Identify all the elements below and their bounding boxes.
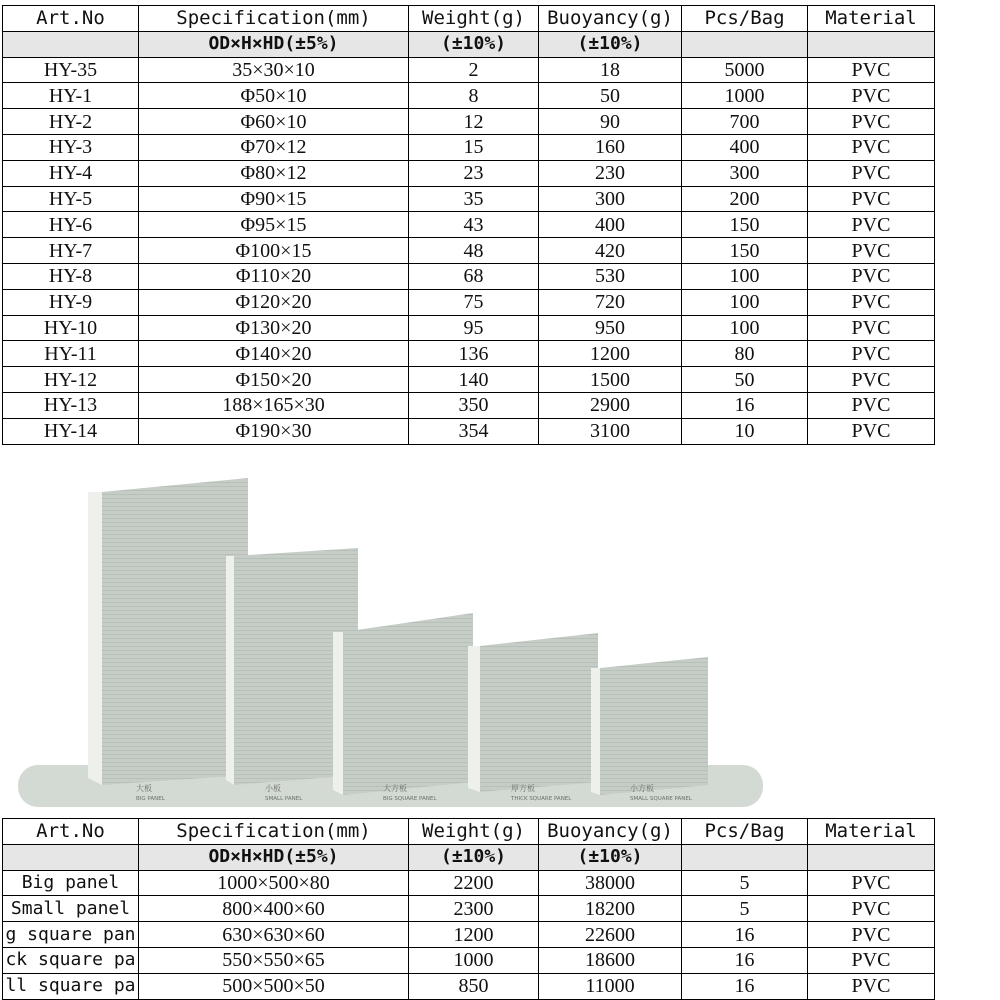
table-row — [3, 263, 935, 289]
cell-material: PVC — [808, 973, 935, 999]
cell-art-no: ll square pa — [3, 973, 139, 999]
table-row — [3, 57, 935, 83]
cell-specification: Φ150×20 — [139, 367, 409, 393]
cell-art-no: ck square pa — [3, 947, 139, 973]
table-row — [3, 83, 935, 109]
thick-square-panel-board — [468, 633, 598, 792]
cell-specification: Φ120×20 — [139, 289, 409, 315]
header-buoyancy: Buoyancy(g) — [539, 6, 682, 32]
subheader-buoyancy-tolerance: (±10%) — [539, 844, 682, 870]
small-square-panel-board — [591, 657, 708, 795]
header-pcs-bag: Pcs/Bag — [682, 6, 808, 32]
cell-material: PVC — [808, 922, 935, 948]
cell-buoyancy: 18200 — [539, 896, 682, 922]
cell-material: PVC — [808, 289, 935, 315]
cell-buoyancy: 1200 — [539, 341, 682, 367]
cell-material: PVC — [808, 238, 935, 264]
cell-material: PVC — [808, 134, 935, 160]
cell-art-no: HY-12 — [3, 367, 139, 393]
header-specification: Specification(mm) — [139, 6, 409, 32]
cell-material: PVC — [808, 870, 935, 896]
cell-material: PVC — [808, 83, 935, 109]
cell-buoyancy: 420 — [539, 238, 682, 264]
cell-buoyancy: 300 — [539, 186, 682, 212]
cell-art-no: HY-5 — [3, 186, 139, 212]
cell-buoyancy: 400 — [539, 212, 682, 238]
cell-weight: 15 — [409, 134, 539, 160]
cell-pcs-bag: 100 — [682, 263, 808, 289]
header-material: Material — [808, 819, 935, 845]
header-pcs-bag: Pcs/Bag — [682, 819, 808, 845]
cell-weight: 850 — [409, 973, 539, 999]
cell-pcs-bag: 5 — [682, 896, 808, 922]
cell-material: PVC — [808, 160, 935, 186]
cell-specification: Φ50×10 — [139, 83, 409, 109]
cell-art-no: HY-4 — [3, 160, 139, 186]
cell-weight: 12 — [409, 109, 539, 135]
cell-specification: Φ130×20 — [139, 315, 409, 341]
cell-specification: Φ60×10 — [139, 109, 409, 135]
cell-pcs-bag: 5 — [682, 870, 808, 896]
cell-weight: 95 — [409, 315, 539, 341]
cell-specification: Φ110×20 — [139, 263, 409, 289]
cell-art-no: Small panel — [3, 896, 139, 922]
table-row — [3, 160, 935, 186]
cell-pcs-bag: 200 — [682, 186, 808, 212]
cell-material: PVC — [808, 341, 935, 367]
panel-label-en: THICK SQUARE PANEL — [511, 796, 572, 802]
panel-label-en: SMALL SQUARE PANEL — [630, 796, 692, 802]
foam-panels-photo — [8, 470, 778, 815]
cell-material: PVC — [808, 392, 935, 418]
cell-weight: 43 — [409, 212, 539, 238]
cell-material: PVC — [808, 418, 935, 444]
cell-buoyancy: 230 — [539, 160, 682, 186]
table-subheader-row — [3, 31, 935, 57]
table-row — [3, 367, 935, 393]
cell-buoyancy: 160 — [539, 134, 682, 160]
subheader-blank — [808, 844, 935, 870]
cell-pcs-bag: 400 — [682, 134, 808, 160]
cell-art-no: HY-13 — [3, 392, 139, 418]
subheader-blank — [808, 31, 935, 57]
cell-specification: 35×30×10 — [139, 57, 409, 83]
cell-art-no: HY-3 — [3, 134, 139, 160]
cell-specification: 630×630×60 — [139, 922, 409, 948]
big-square-panel-board — [333, 613, 473, 795]
cell-weight: 1200 — [409, 922, 539, 948]
cell-material: PVC — [808, 109, 935, 135]
table-header-row — [3, 6, 935, 32]
cell-art-no: HY-10 — [3, 315, 139, 341]
table-row — [3, 341, 935, 367]
cell-buoyancy: 720 — [539, 289, 682, 315]
cell-material: PVC — [808, 263, 935, 289]
cell-specification: 550×550×65 — [139, 947, 409, 973]
cell-pcs-bag: 50 — [682, 367, 808, 393]
cell-pcs-bag: 16 — [682, 922, 808, 948]
panel-label-zh: 大板 — [136, 784, 152, 793]
cell-weight: 8 — [409, 83, 539, 109]
cell-art-no: HY-35 — [3, 57, 139, 83]
cell-weight: 68 — [409, 263, 539, 289]
cell-weight: 2 — [409, 57, 539, 83]
panel-label-en: BIG SQUARE PANEL — [383, 796, 437, 802]
table-header-row — [3, 819, 935, 845]
table-row — [3, 186, 935, 212]
header-buoyancy: Buoyancy(g) — [539, 819, 682, 845]
cell-buoyancy: 1500 — [539, 367, 682, 393]
panel-spec-table — [2, 818, 935, 1000]
cell-pcs-bag: 100 — [682, 315, 808, 341]
cell-specification: Φ95×15 — [139, 212, 409, 238]
cell-weight: 350 — [409, 392, 539, 418]
cell-weight: 2200 — [409, 870, 539, 896]
table-row — [3, 134, 935, 160]
cell-art-no: HY-7 — [3, 238, 139, 264]
subheader-weight-tolerance: (±10%) — [409, 844, 539, 870]
cell-buoyancy: 11000 — [539, 973, 682, 999]
table-subheader-row — [3, 844, 935, 870]
cell-material: PVC — [808, 896, 935, 922]
cell-buoyancy: 22600 — [539, 922, 682, 948]
cell-weight: 354 — [409, 418, 539, 444]
cell-buoyancy: 950 — [539, 315, 682, 341]
cell-pcs-bag: 150 — [682, 212, 808, 238]
table-row — [3, 289, 935, 315]
subheader-weight-tolerance: (±10%) — [409, 31, 539, 57]
cell-specification: Φ190×30 — [139, 418, 409, 444]
table-row — [3, 870, 935, 896]
cell-specification: 800×400×60 — [139, 896, 409, 922]
header-weight: Weight(g) — [409, 819, 539, 845]
cell-pcs-bag: 16 — [682, 392, 808, 418]
table-row — [3, 109, 935, 135]
table-row — [3, 922, 935, 948]
cell-specification: 188×165×30 — [139, 392, 409, 418]
cell-material: PVC — [808, 315, 935, 341]
subheader-blank — [682, 844, 808, 870]
subheader-spec-tolerance: OD×H×HD(±5%) — [139, 31, 409, 57]
table-row — [3, 947, 935, 973]
header-material: Material — [808, 6, 935, 32]
header-weight: Weight(g) — [409, 6, 539, 32]
table-row — [3, 392, 935, 418]
cell-specification: 1000×500×80 — [139, 870, 409, 896]
cell-specification: Φ100×15 — [139, 238, 409, 264]
header-specification: Specification(mm) — [139, 819, 409, 845]
cell-art-no: HY-14 — [3, 418, 139, 444]
subheader-blank — [3, 31, 139, 57]
subheader-spec-tolerance: OD×H×HD(±5%) — [139, 844, 409, 870]
cell-art-no: g square pan — [3, 922, 139, 948]
cell-weight: 75 — [409, 289, 539, 315]
cell-weight: 1000 — [409, 947, 539, 973]
cell-art-no: HY-6 — [3, 212, 139, 238]
cell-buoyancy: 3100 — [539, 418, 682, 444]
subheader-blank — [3, 844, 139, 870]
panel-label-zh: 厚方板 — [511, 784, 535, 793]
cell-material: PVC — [808, 212, 935, 238]
cell-pcs-bag: 5000 — [682, 57, 808, 83]
cell-pcs-bag: 300 — [682, 160, 808, 186]
panel-label-zh: 小板 — [265, 784, 281, 793]
cell-art-no: HY-8 — [3, 263, 139, 289]
panel-label-en: BIG PANEL — [136, 796, 165, 802]
cell-weight: 140 — [409, 367, 539, 393]
big-panel-board — [88, 478, 248, 785]
cell-buoyancy: 18 — [539, 57, 682, 83]
panel-label-en: SMALL PANEL — [265, 796, 303, 802]
cell-buoyancy: 50 — [539, 83, 682, 109]
table-row — [3, 212, 935, 238]
cell-material: PVC — [808, 57, 935, 83]
cell-pcs-bag: 1000 — [682, 83, 808, 109]
table-row — [3, 418, 935, 444]
cell-pcs-bag: 100 — [682, 289, 808, 315]
cell-buoyancy: 38000 — [539, 870, 682, 896]
table-row — [3, 896, 935, 922]
cell-buoyancy: 530 — [539, 263, 682, 289]
table-row — [3, 973, 935, 999]
cell-weight: 48 — [409, 238, 539, 264]
cell-specification: Φ70×12 — [139, 134, 409, 160]
cell-specification: Φ90×15 — [139, 186, 409, 212]
float-spec-table — [2, 5, 935, 445]
cell-material: PVC — [808, 367, 935, 393]
subheader-blank — [682, 31, 808, 57]
cell-art-no: HY-1 — [3, 83, 139, 109]
cell-art-no: Big panel — [3, 870, 139, 896]
cell-buoyancy: 18600 — [539, 947, 682, 973]
cell-pcs-bag: 80 — [682, 341, 808, 367]
cell-weight: 35 — [409, 186, 539, 212]
table-row — [3, 315, 935, 341]
cell-material: PVC — [808, 186, 935, 212]
table-row — [3, 238, 935, 264]
header-art-no: Art.No — [3, 819, 139, 845]
cell-buoyancy: 90 — [539, 109, 682, 135]
cell-weight: 136 — [409, 341, 539, 367]
cell-material: PVC — [808, 947, 935, 973]
cell-pcs-bag: 150 — [682, 238, 808, 264]
cell-art-no: HY-9 — [3, 289, 139, 315]
cell-weight: 2300 — [409, 896, 539, 922]
panel-label-zh: 大方板 — [383, 784, 407, 793]
header-art-no: Art.No — [3, 6, 139, 32]
cell-art-no: HY-11 — [3, 341, 139, 367]
cell-pcs-bag: 10 — [682, 418, 808, 444]
cell-buoyancy: 2900 — [539, 392, 682, 418]
panel-label-zh: 小方板 — [630, 784, 654, 793]
cell-specification: Φ140×20 — [139, 341, 409, 367]
cell-weight: 23 — [409, 160, 539, 186]
cell-pcs-bag: 700 — [682, 109, 808, 135]
cell-specification: 500×500×50 — [139, 973, 409, 999]
cell-specification: Φ80×12 — [139, 160, 409, 186]
cell-pcs-bag: 16 — [682, 973, 808, 999]
subheader-buoyancy-tolerance: (±10%) — [539, 31, 682, 57]
cell-art-no: HY-2 — [3, 109, 139, 135]
cell-pcs-bag: 16 — [682, 947, 808, 973]
